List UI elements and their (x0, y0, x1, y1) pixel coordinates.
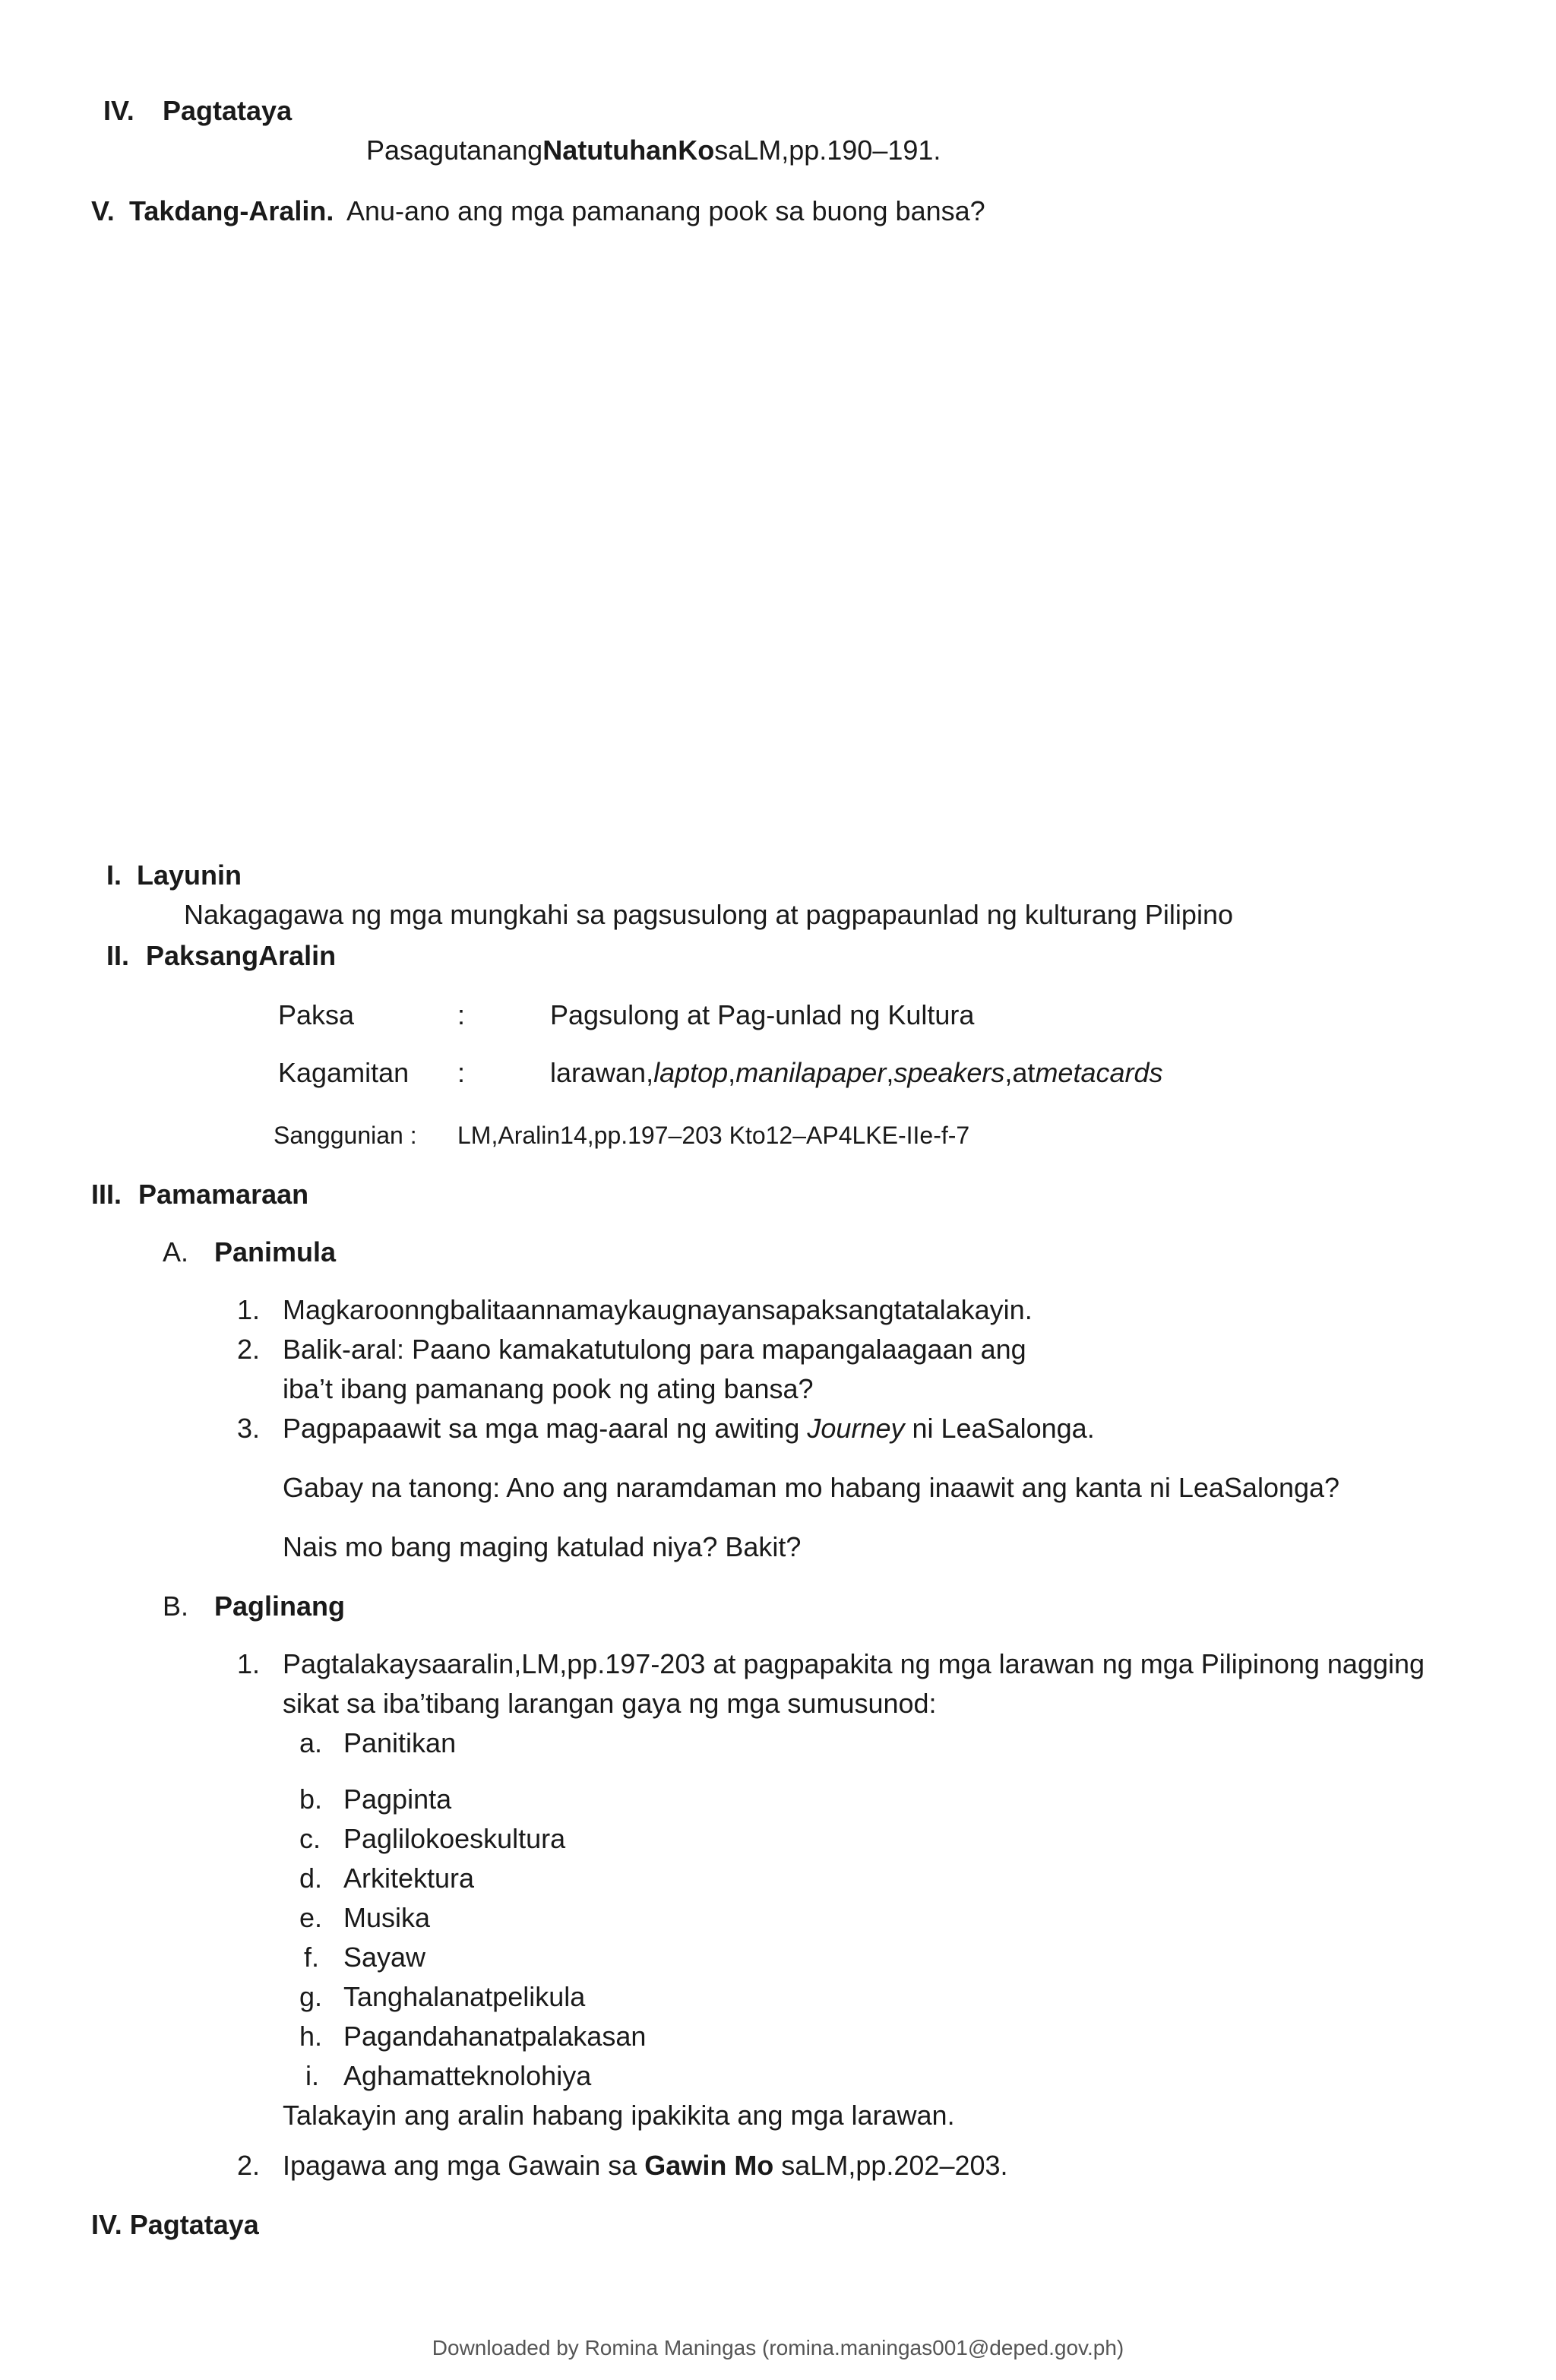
field-item: Aghamatteknolohiya (343, 2060, 592, 2091)
intro-item-number: 1. (237, 1294, 261, 1325)
intro-letter: A. (163, 1236, 189, 1268)
field-item: Paglilokoeskultura (343, 1823, 566, 1854)
intro-item-text: Magkaroonngbalitaannamaykaugnayansapaksangtatalakayin. (283, 1294, 1033, 1325)
field-item: Arkitektura (343, 1863, 475, 1894)
development-item-number: 1. (237, 1648, 261, 1679)
section-subject-number: II. (106, 940, 130, 971)
field-letter: e. (299, 1902, 323, 1933)
development-item-text: Ipagawa ang mga Gawain sa Gawin Mo saLM,pp.202–203. (283, 2150, 1008, 2181)
field-item: Sayaw (343, 1942, 426, 1973)
field-item: Musika (343, 1902, 431, 1933)
field-item: Pagpinta (343, 1783, 452, 1815)
assignment-text: Anu-ano ang mga pamanang pook sa buong bansa? (346, 195, 985, 226)
intro-item-text: Balik-aral: Paano kamakatutulong para mapangalaagaan ang (283, 1334, 1026, 1365)
development-item-number: 2. (237, 2150, 261, 2181)
field-letter: i. (305, 2060, 319, 2091)
field-letter: a. (299, 1727, 323, 1758)
intro-item-number: 3. (237, 1413, 261, 1444)
field-item: Tanghalanatpelikula (343, 1981, 586, 2012)
guide-question: Gabay na tanong: Ano ang naramdaman mo habang inaawit ang kanta ni LeaSalonga? (283, 1472, 1340, 1503)
subject-topic-colon: : (457, 999, 466, 1030)
section-procedure-heading: Pamamaraan (138, 1179, 309, 1210)
section-assessment-number: IV. (103, 95, 134, 126)
download-footer: Downloaded by Romina Maningas (romina.maningas001@deped.gov.ph) (432, 2336, 1124, 2359)
subject-topic-value: Pagsulong at Pag-unlad ng Kultura (550, 999, 975, 1030)
objectives-text: Nakagagawa ng mga mungkahi sa pagsusulong at pagpapaunlad ng kulturang Pilipino (184, 899, 1233, 930)
field-letter: g. (299, 1981, 323, 2012)
development-heading: Paglinang (214, 1590, 346, 1622)
field-item: Pagandahanatpalakasan (343, 2021, 647, 2052)
assessment-text: PasagutanangNatutuhanKosaLM,pp.190–191. (366, 135, 941, 166)
development-item-text: Pagtalakaysaaralin,LM,pp.197-203 at pagpapakita ng mga larawan ng mga Pilipinong nagging (283, 1648, 1425, 1679)
field-letter: f. (304, 1942, 320, 1973)
intro-heading: Panimula (214, 1236, 337, 1268)
field-letter: h. (299, 2021, 323, 2052)
subject-reference-key: Sanggunian : (274, 1122, 417, 1149)
subject-materials-key: Kagamitan (278, 1057, 410, 1088)
field-item: Panitikan (343, 1727, 457, 1758)
section-assessment-heading-bottom: IV. Pagtataya (91, 2209, 259, 2240)
development-item-text-continued: sikat sa iba’tibang larangan gaya ng mga sumusunod: (283, 1688, 937, 1719)
section-assignment-number: V. (91, 195, 115, 226)
discussion-note: Talakayin ang aralin habang ipakikita ang mga larawan. (283, 2100, 955, 2131)
development-letter: B. (163, 1590, 189, 1622)
intro-item-number: 2. (237, 1334, 261, 1365)
subject-topic-key: Paksa (278, 999, 355, 1030)
section-procedure-number: III. (91, 1179, 122, 1210)
field-letter: d. (299, 1863, 323, 1894)
subject-reference-value: LM,Aralin14,pp.197–203 Kto12–AP4LKE-IIe-f-7 (457, 1122, 970, 1149)
field-letter: b. (299, 1783, 323, 1815)
subject-materials-colon: : (457, 1057, 466, 1088)
subject-materials-value: larawan,laptop,manilapaper,speakers,atmetacards (550, 1057, 1163, 1088)
section-objectives-number: I. (106, 859, 122, 891)
intro-item-text: Pagpapaawit sa mga mag-aaral ng awiting Journey ni LeaSalonga. (283, 1413, 1095, 1444)
section-assessment-heading: Pagtataya (163, 95, 293, 126)
section-subject-heading: PaksangAralin (146, 940, 337, 971)
intro-item-text-continued: iba’t ibang pamanang pook ng ating bansa? (283, 1373, 814, 1404)
guide-question-followup: Nais mo bang maging katulad niya? Bakit? (283, 1531, 802, 1562)
section-assignment-heading: Takdang-Aralin. (129, 195, 334, 226)
field-letter: c. (299, 1823, 321, 1854)
section-objectives-heading: Layunin (137, 859, 242, 891)
